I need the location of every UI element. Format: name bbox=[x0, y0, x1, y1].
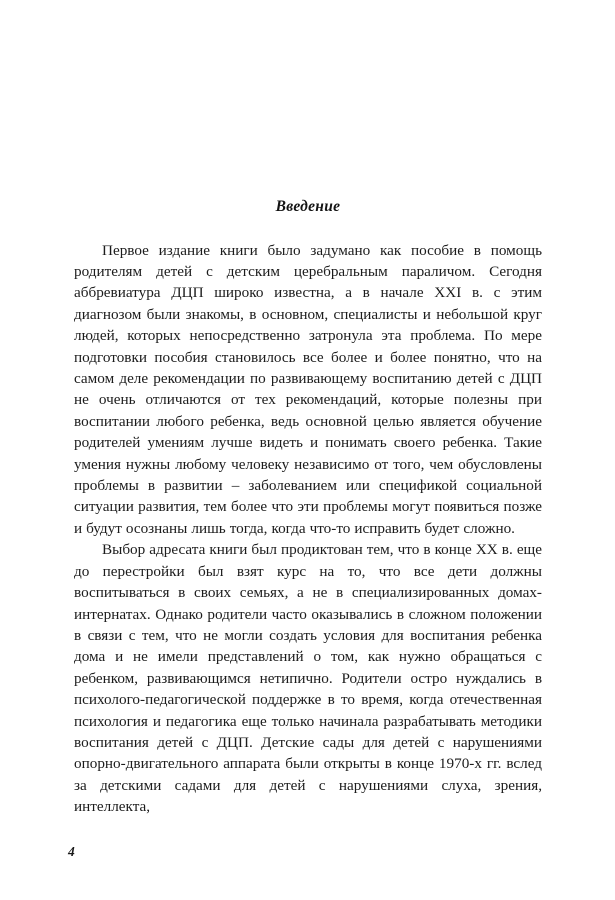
body-paragraph-2: Выбор адресата книги был продиктован тем, что в конце XX в. еще до перестройки был взят курс на то, что все дети должны воспитываться в своих семьях, а не в специализированных домах-интернатах. Однако родители часто оказывались в сложном положении в связи с тем, что не могли создать условия для воспитания ребенка дома и не имели представлений о том, как нужно обращаться с ребенком, развивающимся нетипично. Родители остро нуждались в психолого-педагогической поддержке в то время, когда отечественная психология и педагогика еще только начинала разрабатывать методики воспитания детей с ДЦП. Детские сады для детей с нарушениями опорно-двигательного аппарата были открыты в конце 1970-х гг. вслед за детскими садами для детей с нарушениями слуха, зрения, интеллекта, bbox=[74, 541, 542, 816]
body-paragraph-1: Первое издание книги было задумано как пособие в помощь родителям детей с детским церебральным параличом. Сегодня аббревиатура ДЦП широко известна, а в начале XXI в. с этим диагнозом были знакомы, в основном, специалисты и небольшой круг людей, которых непосредственно затронула эта проблема. По мере подготовки пособия становилось все более и более понятно, что на самом деле рекомендации по развивающему воспитанию детей с ДЦП не очень отличаются от тех рекомендаций, которые полезны при воспитании любого ребенка, ведь основной целью является обучение родителей умениям лучше видеть и понимать своего ребенка. Такие умения нужны любому человеку независимо от того, чем обусловлены проблемы в развитии – заболеванием или спецификой социальной ситуации развития, тем более что эти проблемы могут появиться позже и будут осознаны лишь тогда, когда что-то исправить будет сложно. bbox=[74, 241, 542, 537]
page-title: Введение bbox=[275, 198, 341, 215]
page-number: 4 bbox=[68, 844, 75, 859]
text-column bbox=[74, 198, 542, 818]
